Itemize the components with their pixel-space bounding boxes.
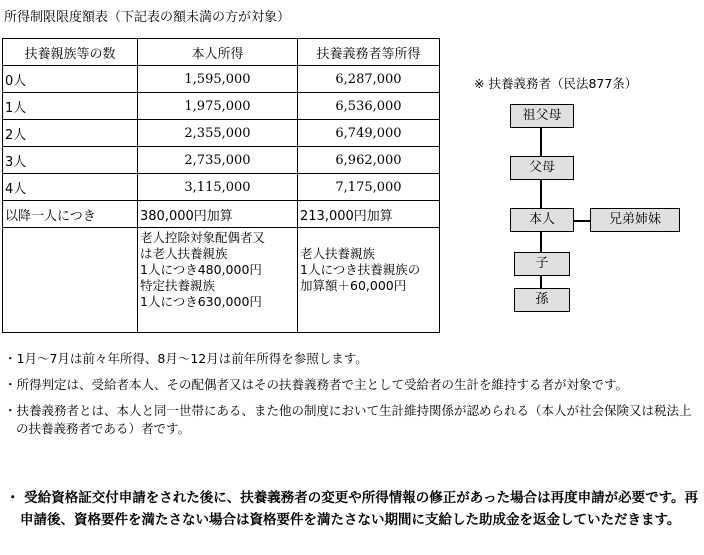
supporter-income-limit: 6,536,000	[298, 93, 440, 120]
important-notice: ・ 受給資格証交付申請をされた後に、扶養義務者の変更や所得情報の修正があった場合は再度申請が必要です。再申請後、資格要件を満たさない場合は資格要件を満たさない期間に支給した助成金を返金していただきます。	[6, 490, 698, 528]
page-title: 所得制限限度額表（下記表の額未満の方が対象）	[4, 10, 291, 25]
family-diagram-title: ※ 扶養義務者（民法877条）	[474, 76, 638, 91]
note-line: 1人につき扶養親族の	[300, 262, 421, 277]
self-income-limit: 3,115,000	[138, 174, 298, 201]
grandparents-box: 祖父母	[510, 104, 574, 128]
column-header: 扶養親族等の数	[3, 39, 138, 66]
note-line: 加算額＋60,000円	[300, 278, 407, 293]
self-additional-amount: 380,000円加算	[138, 201, 298, 228]
table-row	[3, 66, 440, 93]
supporter-income-limit: 6,749,000	[298, 120, 440, 147]
note-line: 1人につき630,000円	[140, 294, 262, 309]
column-header: 本人所得	[138, 39, 298, 66]
note-item: ・1月～7月は前々年所得、8月～12月は前年所得を参照します。	[4, 351, 368, 366]
connector-line	[540, 180, 542, 208]
supporter-income-limit: 6,287,000	[298, 66, 440, 93]
additional-label: 以降一人につき	[3, 201, 138, 228]
table-row-additional	[3, 201, 440, 228]
table-row	[3, 93, 440, 120]
self-income-limit: 1,975,000	[138, 93, 298, 120]
dependents-count: 4人	[3, 174, 138, 201]
child-box: 子	[514, 252, 570, 276]
siblings-box: 兄弟姉妹	[590, 208, 680, 232]
note-line: 特定扶養親族	[140, 278, 216, 293]
notes-list	[4, 350, 698, 438]
note-line: 1人につき480,000円	[140, 262, 262, 277]
table-header-row	[3, 39, 440, 66]
grandchild-box: 孫	[514, 288, 570, 312]
dependents-count: 3人	[3, 147, 138, 174]
empty-cell	[3, 228, 138, 333]
note-line: 老人控除対象配偶者又	[140, 230, 266, 245]
self-note	[138, 228, 298, 333]
parents-box: 父母	[510, 156, 574, 180]
connector-line	[540, 276, 542, 288]
self-box: 本人	[510, 208, 574, 232]
income-limit-table	[2, 38, 440, 333]
table-row	[3, 120, 440, 147]
self-income-limit: 2,355,000	[138, 120, 298, 147]
connector-line	[574, 220, 590, 222]
connector-line	[540, 128, 542, 156]
dependents-count: 1人	[3, 93, 138, 120]
connector-line	[540, 232, 542, 252]
supporter-income-limit: 7,175,000	[298, 174, 440, 201]
self-income-limit: 1,595,000	[138, 66, 298, 93]
column-header: 扶養義務者等所得	[298, 39, 440, 66]
table-row-notes	[3, 228, 440, 333]
dependents-count: 2人	[3, 120, 138, 147]
note-line: 老人扶養親族	[300, 246, 376, 261]
self-income-limit: 2,735,000	[138, 147, 298, 174]
note-line: は老人扶養親族	[140, 246, 228, 261]
note-item: ・所得判定は、受給者本人、その配偶者又はその扶養義務者で主として受給者の生計を維持する者が対象です。	[4, 377, 629, 392]
table-row	[3, 174, 440, 201]
supporter-note	[298, 228, 440, 333]
supporter-income-limit: 6,962,000	[298, 147, 440, 174]
dependents-count: 0人	[3, 66, 138, 93]
supporter-additional-amount: 213,000円加算	[298, 201, 440, 228]
note-item: ・扶養義務者とは、本人と同一世帯にある、また他の制度において生計維持関係が認められる（本人が社会保険又は税法上の扶養義務者である）者です。	[4, 403, 692, 436]
table-row	[3, 147, 440, 174]
